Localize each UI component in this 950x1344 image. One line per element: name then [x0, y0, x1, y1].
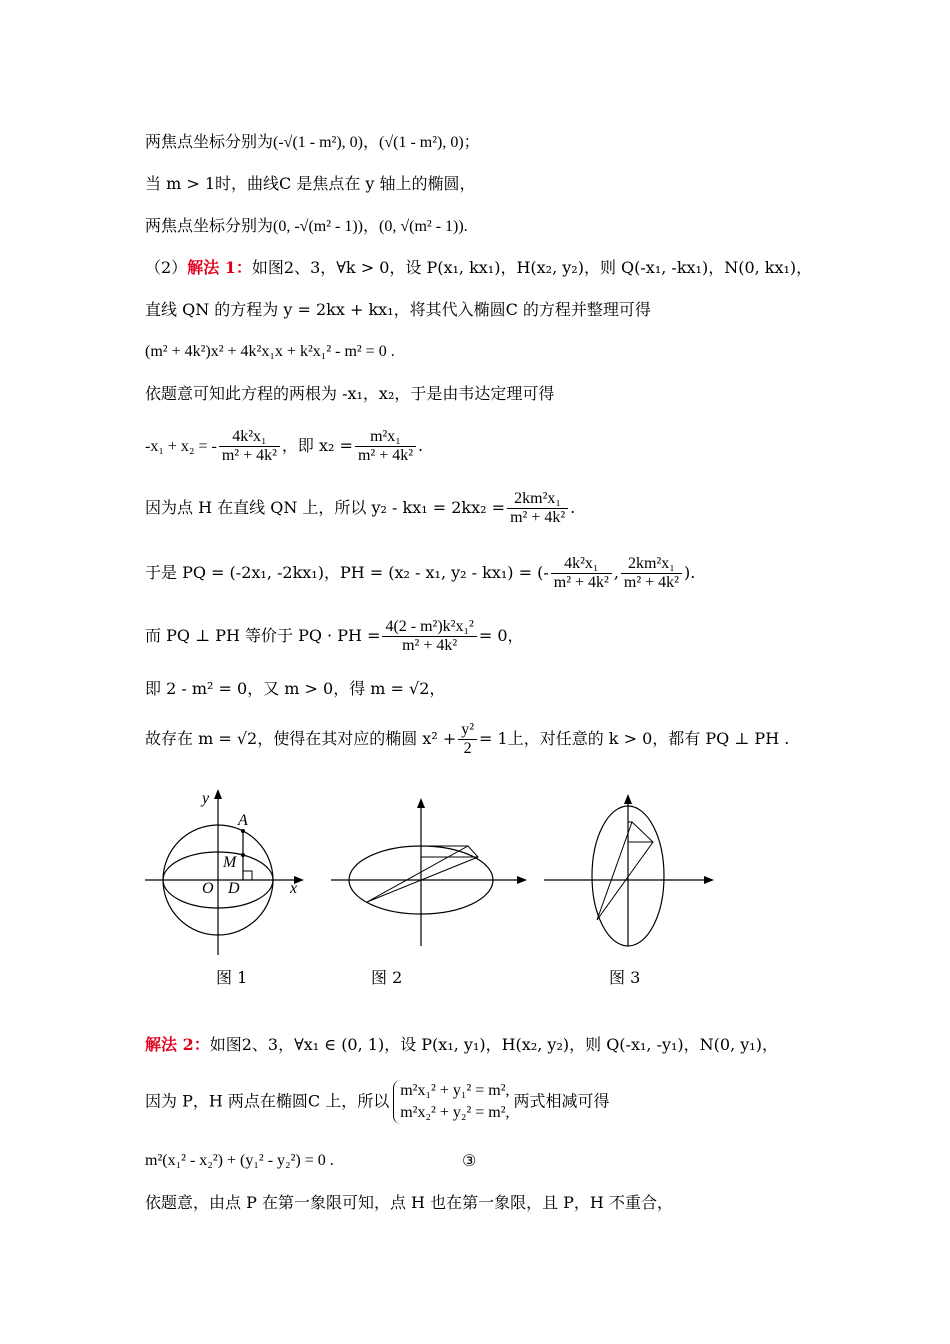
text: 两焦点坐标分别为 [145, 216, 274, 235]
origin-label: O [202, 880, 214, 897]
text: 直线 QN 的方程为 y = 2kx + kx₁，将其代入椭圆C 的方程并整理可得 [145, 300, 651, 319]
equation-system [393, 1080, 509, 1124]
line-perpendicular [145, 618, 524, 655]
fraction [382, 618, 476, 655]
text: 如图2、3，∀k > 0，设 P(x₁, kx₁)，H(x₂, y₂)，则 Q(-x₁, -kx₁)，N(0, kx₁)， [251, 258, 813, 277]
figure-3-caption: 图 3 [609, 968, 641, 987]
text: ，即 x₂ = [281, 436, 353, 455]
line-system [145, 1080, 610, 1124]
equation-number: ③ [462, 1151, 477, 1170]
math: m²(x₁² - x₂²) + (y₁² - y₂²) = 0 . [145, 1152, 334, 1169]
text: 依题意，由点 P 在第一象限可知，点 H 也在第一象限，且 P，H 不重合， [145, 1193, 673, 1212]
text: 故存在 m = √2，使得在其对应的椭圆 x² + [145, 729, 457, 748]
figure-1 [140, 785, 310, 960]
fraction [551, 555, 612, 592]
line-difference [145, 1151, 334, 1171]
denominator: m² + 4k² [510, 509, 566, 526]
line-quadratic [145, 342, 395, 362]
text: . [418, 436, 424, 455]
equation-marker [462, 1151, 476, 1171]
text: 因为 P，H 两点在椭圆C 上，所以 [145, 1091, 390, 1111]
denominator: m² + 4k² [402, 637, 458, 654]
denominator: 2 [463, 740, 472, 757]
text: 如图2、3，∀x₁ ∈ (0, 1)，设 P(x₁, y₁)，H(x₂, y₂)，则 Q(-x₁, -y₁)，N(0, y₁)， [209, 1035, 778, 1054]
line-foci-1 [145, 132, 480, 153]
text: = 1上，对任意的 k > 0，都有 PQ ⊥ PH . [479, 729, 790, 748]
text: 即 2 - m² = 0，又 m > 0，得 m = √2， [145, 679, 446, 698]
fraction [621, 555, 682, 592]
numerator: y² [458, 721, 477, 740]
point-m-label: M [223, 854, 237, 871]
part-number: （2） [145, 258, 188, 277]
point-a-label: A [238, 812, 248, 829]
text: ). [683, 563, 696, 582]
x-axis-label: x [290, 880, 298, 897]
line-h-on-qn [145, 490, 575, 527]
math: -x₁ + x₂ = - [145, 438, 217, 455]
math: (0, -√(m² - 1))，(0, √(m² - 1)). [273, 218, 468, 235]
math: (m² + 4k²)x² + 4k²x₁x + k²x₁² - m² = 0 . [145, 343, 395, 360]
numerator: 4k²x₁ [219, 428, 280, 447]
fraction [458, 721, 477, 758]
text: = 0， [478, 626, 524, 645]
figure-2 [328, 790, 530, 950]
equation: m²x₂² + y₂² = m², [400, 1104, 510, 1121]
y-axis-label: y [202, 790, 210, 807]
text: 依题意可知此方程的两根为 -x₁，x₂，于是由韦达定理可得 [145, 384, 555, 403]
math: (-√(1 - m²), 0)，(√(1 - m²), 0)； [273, 134, 480, 151]
numerator: 4(2 - m²)k²x₁² [382, 618, 476, 637]
text: . [570, 498, 576, 517]
figure-2-caption: 图 2 [371, 968, 403, 987]
line-case-m-gt-1 [145, 174, 476, 194]
equation: m²x₁² + y₁² = m², [400, 1082, 510, 1099]
fraction [219, 428, 280, 465]
line-foci-2 [145, 216, 468, 237]
method-2-label: 解法 2： [145, 1035, 210, 1054]
fraction [355, 428, 416, 465]
denominator: m² + 4k² [553, 574, 609, 591]
denominator: m² + 4k² [623, 574, 679, 591]
numerator: 2km²x₁ [507, 490, 568, 509]
figure-1-caption: 图 1 [216, 968, 248, 987]
text: 当 m > 1时，曲线C 是焦点在 y 轴上的椭圆， [145, 174, 476, 193]
method-1-label: 解法 1： [187, 258, 252, 277]
text: 而 PQ ⊥ PH 等价于 PQ · PH = [145, 626, 381, 645]
point-d-label: D [228, 880, 240, 897]
line-root-sum [145, 428, 423, 465]
line-method-1 [145, 258, 812, 278]
line-solve-m [145, 679, 445, 699]
line-first-quadrant [145, 1193, 673, 1213]
text: 于是 PQ = (-2x₁, -2kx₁)，PH = (x₂ - x₁, y₂ - kx₁) = (- [145, 563, 549, 582]
denominator: m² + 4k² [221, 447, 277, 464]
numerator: 2km²x₁ [621, 555, 682, 574]
fraction [507, 490, 568, 527]
figure-3 [540, 790, 720, 950]
line-vieta [145, 384, 554, 404]
text: , [613, 563, 619, 582]
line-method-2 [145, 1035, 778, 1055]
line-qn-equation [145, 300, 651, 320]
text: 因为点 H 在直线 QN 上，所以 y₂ - kx₁ = 2kx₂ = [145, 498, 506, 517]
text: 两式相减可得 [513, 1091, 610, 1111]
text: 两焦点坐标分别为 [145, 132, 274, 151]
line-vectors [145, 555, 695, 592]
denominator: m² + 4k² [357, 447, 414, 464]
line-conclusion [145, 721, 789, 758]
numerator: 4k²x₁ [551, 555, 612, 574]
numerator: m²x₁ [355, 428, 416, 447]
